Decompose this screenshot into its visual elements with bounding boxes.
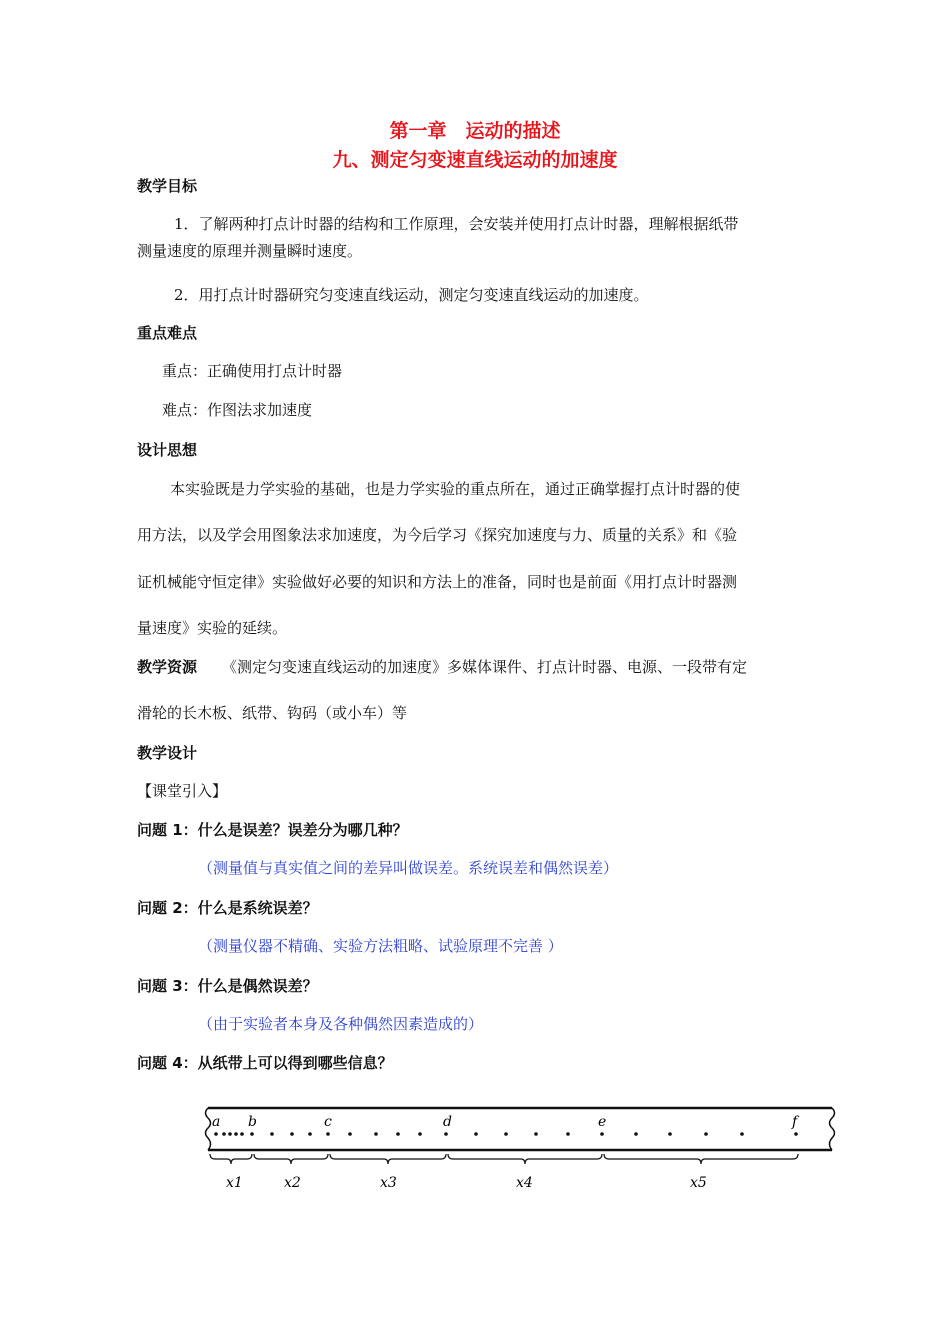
goal-2: 2．用打点计时器研究匀变速直线运动，测定匀变速直线运动的加速度。 [174,286,649,304]
design-idea-heading: 设计思想 [137,441,198,459]
tape-dots [214,1132,798,1136]
tape-dot [290,1132,294,1136]
tape-dot [418,1132,422,1136]
segment-braces [210,1154,798,1164]
segment-brace [254,1154,328,1164]
point-label-b: b [248,1114,257,1130]
tape-dot [234,1132,238,1136]
tape-dot [704,1132,708,1136]
point-label-f: f [792,1114,798,1130]
segment-label-x2: x2 [284,1175,301,1191]
segment-label-x4: x4 [516,1175,533,1191]
tape-dot [600,1132,604,1136]
design-idea-line-4: 量速度》实验的延续。 [137,619,288,637]
segment-brace [448,1154,602,1164]
tape-dot [668,1132,672,1136]
tape-dot [308,1132,312,1136]
lesson-title: 九、测定匀变速直线运动的加速度 [332,149,618,171]
tape-dot [250,1132,254,1136]
tape-dot [740,1132,744,1136]
segment-label-x1: x1 [226,1175,243,1191]
chapter-title: 第一章 运动的描述 [389,120,561,142]
question-4: 问题 4：从纸带上可以得到哪些信息？ [137,1054,393,1072]
tape-dot [214,1132,218,1136]
goal-1-line-1: 1．了解两种打点计时器的结构和工作原理，会安装并使用打点计时器，理解根据纸带 [174,215,739,233]
segment-label-x5: x5 [690,1175,707,1191]
tape-dot [228,1132,232,1136]
design-idea-line-3: 证机械能守恒定律》实验做好必要的知识和方法上的准备，同时也是前面《用打点计时器测 [137,573,738,591]
point-label-a: a [212,1114,221,1130]
tape-dot [444,1132,448,1136]
tape-dot [504,1132,508,1136]
segment-brace [210,1154,252,1164]
question-1: 问题 1：什么是误差？误差分为哪几种？ [137,821,408,839]
point-label-c: c [324,1114,332,1130]
tape-dot [534,1132,538,1136]
design-heading: 教学设计 [137,744,198,762]
segment-label-x3: x3 [380,1175,397,1191]
paper-tape-figure [200,1100,840,1200]
class-intro: 【课堂引入】 [137,782,228,800]
tape-dot [396,1132,400,1136]
goal-1-line-2: 测量速度的原理并测量瞬时速度。 [137,242,363,260]
goals-heading: 教学目标 [137,177,198,195]
segment-labels [226,1175,707,1191]
paper-tape [206,1108,835,1150]
question-2: 问题 2：什么是系统误差？ [137,899,318,917]
tape-dot [348,1132,352,1136]
tape-dot [240,1132,244,1136]
design-idea-line-1: 本实验既是力学实验的基础，也是力学实验的重点所在，通过正确掌握打点计时器的使 [170,480,741,498]
point-labels [212,1114,800,1130]
resources-heading: 教学资源 [137,658,198,676]
segment-brace [604,1154,798,1164]
tape-dot [474,1132,478,1136]
answer-2: （测量仪器不精确、实验方法粗略、试验原理不完善 ） [198,937,563,955]
design-idea-line-2: 用方法，以及学会用图象法求加速度，为今后学习《探究加速度与力、质量的关系》和《验 [137,526,738,544]
point-label-d: d [443,1114,452,1130]
tape-dot [566,1132,570,1136]
difficulty-text: 难点：作图法求加速度 [162,401,313,419]
question-3: 问题 3：什么是偶然误差？ [137,977,318,995]
tape-dot [794,1132,798,1136]
tape-dot [326,1132,330,1136]
segment-brace [330,1154,446,1164]
tape-dot [634,1132,638,1136]
tape-dot [222,1132,226,1136]
tape-dot [374,1132,378,1136]
tape-dot [270,1132,274,1136]
resources-line-1: 《测定匀变速直线运动的加速度》多媒体课件、打点计时器、电源、一段带有定 [222,658,748,676]
resources-line-2: 滑轮的长木板、纸带、钩码（或小车）等 [137,704,408,722]
point-label-e: e [598,1114,607,1130]
keypoints-heading: 重点难点 [137,324,198,342]
focus-text: 重点：正确使用打点计时器 [162,362,343,380]
answer-1: （测量值与真实值之间的差异叫做误差。系统误差和偶然误差） [198,859,619,877]
answer-3: （由于实验者本身及各种偶然因素造成的） [198,1015,484,1033]
